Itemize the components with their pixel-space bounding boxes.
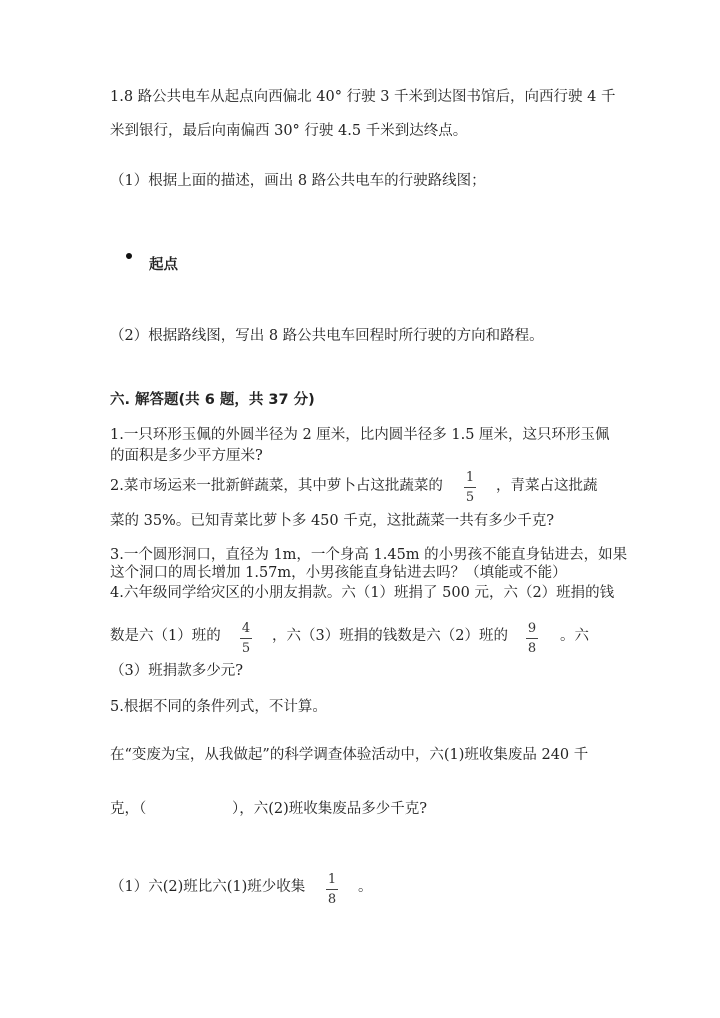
fraction-four-fifths [238,621,254,656]
fraction-bar [526,638,538,639]
fraction-denominator: 8 [527,641,537,656]
section-title: 六. 解答题(共 6 题，共 37 分) [110,392,315,408]
fraction-bar [326,889,338,890]
q1-line-2: 米到银行，最后向南偏西 30° 行驶 4.5 千米到达终点。 [110,123,468,139]
problem-4-line-2c: 。六 [560,628,589,644]
fraction-denominator: 5 [241,641,251,656]
problem-2-line-1a: 2.菜市场运来一批新鲜蔬菜，其中萝卜占这批蔬菜的 [110,478,443,494]
q1-line-1: 1.8 路公共电车从起点向西偏北 40° 行驶 3 千米到达图书馆后，向西行驶 4 千 [110,89,616,105]
problem-1-line-1: 1.一只环形玉佩的外圆半径为 2 厘米，比内圆半径多 1.5 厘米，这只环形玉佩 [110,427,610,443]
problem-1-line-2: 的面积是多少平方厘米? [110,448,263,464]
fraction-denominator: 8 [327,892,337,907]
problem-4-line-3: （3）班捐款多少元? [110,663,243,679]
start-point-dot [126,253,132,259]
problem-4-line-2b: ，六（3）班捐的钱数是六（2）班的 [272,628,508,644]
fraction-bar [240,638,252,639]
fraction-one-eighth [324,872,340,907]
fraction-numerator: 9 [527,621,537,636]
problem-5-title: 5.根据不同的条件列式，不计算。 [110,699,327,715]
problem-3-line-2: 这个洞口的周长增加 1.57m，小男孩能直身钻进去吗？（填能或不能） [110,565,567,581]
problem-5-line-1: 在“变废为宝，从我做起”的科学调查体验活动中，六(1)班收集废品 240 千 [110,747,589,763]
fraction-numerator: 1 [327,872,337,887]
fraction-numerator: 4 [241,621,251,636]
fraction-nine-eighths [524,621,540,656]
start-point-label: 起点 [149,257,178,273]
problem-5-subquestion-1-end: 。 [358,879,373,895]
problem-4-line-2a: 数是六（1）班的 [110,628,221,644]
q1-subquestion-1: （1）根据上面的描述，画出 8 路公共电车的行驶路线图； [110,173,486,189]
problem-4-line-1: 4.六年级同学给灾区的小朋友捐款。六（1）班捐了 500 元，六（2）班捐的钱 [110,585,615,601]
fraction-numerator: 1 [465,470,475,485]
problem-2-line-2: 菜的 35%。已知青菜比萝卜多 450 千克，这批蔬菜一共有多少千克? [110,513,555,529]
problem-2-line-1b: ，青菜占这批蔬 [496,478,598,494]
fraction-bar [464,487,476,488]
problem-3-line-1: 3.一个圆形洞口，直径为 1m，一个身高 1.45m 的小男孩不能直身钻进去，如果 [110,547,628,563]
fraction-one-fifth [462,470,478,505]
problem-5-subquestion-1: （1）六(2)班比六(1)班少收集 [110,879,306,895]
problem-5-line-2a: 克，（ [110,801,147,817]
fraction-denominator: 5 [465,490,475,505]
q1-subquestion-2: （2）根据路线图，写出 8 路公共电车回程时所行驶的方向和路程。 [110,328,544,344]
problem-5-line-2b: ），六(2)班收集废品多少千克? [232,801,428,817]
